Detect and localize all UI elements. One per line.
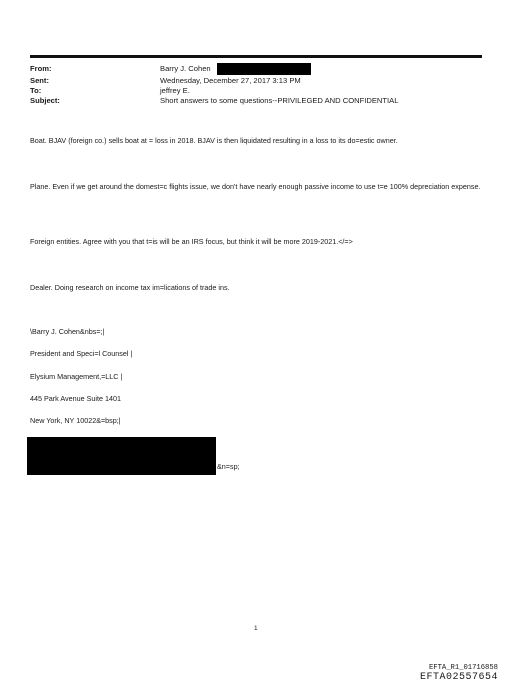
from-value: Barry J. Cohen: [160, 64, 211, 73]
subject-value: Short answers to some questions--PRIVILEGED AND CONFIDENTIAL: [160, 96, 399, 105]
sent-value: Wednesday, December 27, 2017 3:13 PM: [160, 76, 301, 85]
bates-number-secondary: EFTA02557654: [419, 672, 498, 683]
from-label: From:: [30, 64, 52, 73]
to-row: [30, 86, 398, 96]
email-header: [30, 64, 398, 106]
signature-city: New York, NY 10022&=bsp;|: [30, 416, 121, 425]
to-label: To:: [30, 86, 42, 95]
subject-label: Subject:: [30, 96, 60, 105]
signature-address: 445 Park Avenue Suite 1401: [30, 394, 121, 403]
redaction-email: [217, 63, 311, 75]
body-paragraph-foreign-entities: Foreign entities. Agree with you that t=is will be an IRS focus, but think it will be more 2019-2021.</=>: [30, 237, 353, 246]
subject-row: [30, 96, 398, 106]
signature-name: \Barry J. Cohen&nbs=;|: [30, 327, 105, 336]
body-paragraph-boat: Boat. BJAV (foreign co.) sells boat at = loss in 2018. BJAV is then liquidated resulting in a loss to its do=estic owner.: [30, 136, 398, 145]
bates-stamp: [420, 664, 498, 683]
from-row: [30, 64, 398, 76]
body-paragraph-plane: Plane. Even if we get around the domest=c flights issue, we don't have nearly enough passive income to use t=e 100% depreciation expense.: [30, 182, 481, 191]
body-paragraph-dealer: Dealer. Doing research on income tax im=lications of trade ins.: [30, 283, 230, 292]
sent-label: Sent:: [30, 76, 49, 85]
signature-company: Elysium Management,=LLC |: [30, 372, 123, 381]
signature-trailing-text: &n=sp;: [217, 462, 240, 471]
sent-row: [30, 76, 398, 86]
signature-title: President and Speci=l Counsel |: [30, 349, 133, 358]
to-value: jeffrey E.: [160, 86, 190, 95]
bates-number-primary: EFTA_R1_01716858: [428, 664, 498, 672]
header-divider: [30, 55, 482, 58]
page-number: 1: [254, 625, 258, 632]
redaction-block: [27, 437, 216, 475]
